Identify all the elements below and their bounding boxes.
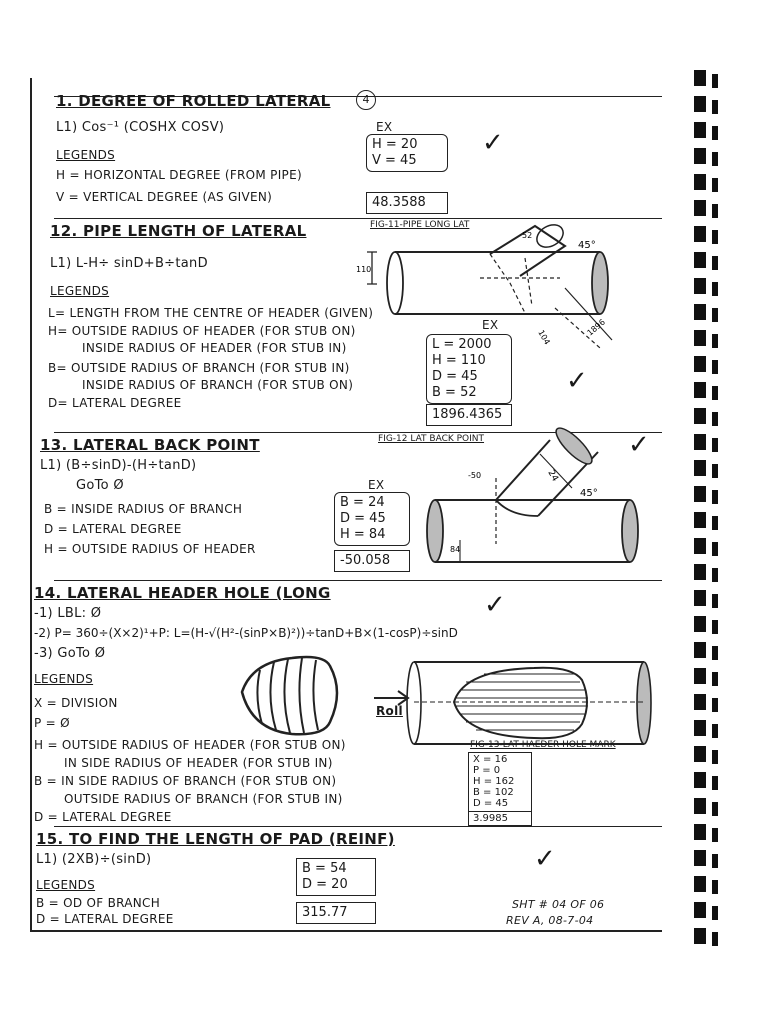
binding-hole — [694, 876, 706, 892]
binding-hole — [712, 646, 718, 660]
figure-dimension: -50 — [468, 471, 482, 480]
example-value: D = 45 — [340, 511, 386, 526]
binding-hole — [694, 590, 706, 606]
result-value: 3.9985 — [469, 811, 531, 824]
section-divider — [54, 826, 662, 827]
binding-hole — [694, 824, 706, 840]
legend-line: H= OUTSIDE RADIUS OF HEADER (FOR STUB ON) — [48, 324, 356, 338]
binding-hole — [712, 490, 718, 504]
section-title: 1. DEGREE OF ROLLED LATERAL — [56, 92, 331, 110]
legend-line: H = OUTSIDE RADIUS OF HEADER — [44, 542, 256, 556]
section-divider — [54, 580, 662, 581]
binding-hole — [712, 672, 718, 686]
binding-hole — [694, 174, 706, 190]
example-box — [334, 492, 410, 546]
arrow-note: Roll — [376, 704, 403, 718]
binding-hole — [694, 642, 706, 658]
result-box — [366, 192, 448, 214]
example-box — [296, 858, 376, 896]
legend-line: INSIDE RADIUS OF BRANCH (FOR STUB ON) — [82, 378, 354, 392]
legend-line: IN SIDE RADIUS OF HEADER (FOR STUB IN) — [64, 756, 333, 770]
legend-heading: LEGENDS — [50, 284, 110, 298]
example-box — [468, 752, 532, 826]
binding-hole — [712, 802, 718, 816]
page-badge-number: 4 — [362, 93, 370, 106]
binding-hole — [694, 278, 706, 294]
header-hole-figure — [404, 654, 654, 754]
binding-hole — [712, 308, 718, 322]
binding-hole — [694, 720, 706, 736]
binding-hole — [694, 538, 706, 554]
legend-line: H = HORIZONTAL DEGREE (FROM PIPE) — [56, 168, 302, 182]
lateral-back-point-figure — [420, 444, 650, 574]
binding-hole — [694, 850, 706, 866]
check-mark-icon: ✓ — [482, 128, 504, 158]
binding-hole — [694, 200, 706, 216]
example-label: EX — [376, 120, 393, 134]
sheet-number: SHT # 04 OF 06 — [512, 898, 605, 911]
binding-hole — [694, 122, 706, 138]
figure-dimension: 24 — [545, 468, 560, 484]
legend-line: B= OUTSIDE RADIUS OF BRANCH (FOR STUB IN) — [48, 361, 350, 375]
binding-hole — [712, 620, 718, 634]
binding-hole — [694, 668, 706, 684]
result-box — [334, 550, 410, 572]
legend-line: L= LENGTH FROM THE CENTRE OF HEADER (GIVEN) — [48, 306, 374, 320]
binding-hole — [712, 178, 718, 192]
formula: L1) Cos⁻¹ (COSHX COSV) — [56, 120, 225, 135]
binding-hole — [712, 74, 718, 88]
legend-line: B = IN SIDE RADIUS OF BRANCH (FOR STUB ON) — [34, 774, 337, 788]
binding-hole — [712, 438, 718, 452]
example-value: H = 162 — [473, 776, 515, 787]
binding-hole — [712, 334, 718, 348]
legend-line: B = INSIDE RADIUS OF BRANCH — [44, 502, 243, 516]
legend-heading: LEGENDS — [34, 672, 94, 686]
result-value: 1896.4365 — [432, 407, 503, 422]
binding-hole — [694, 148, 706, 164]
program-step: -3) GoTo Ø — [34, 646, 106, 661]
binding-hole — [712, 412, 718, 426]
result-value: 315.77 — [302, 905, 348, 920]
binding-hole — [712, 152, 718, 166]
example-value: H = 110 — [432, 353, 486, 368]
figure-angle: 45° — [578, 240, 596, 251]
binding-hole — [712, 724, 718, 738]
binding-hole — [694, 486, 706, 502]
example-label: EX — [482, 318, 499, 332]
section-title: 12. PIPE LENGTH OF LATERAL — [50, 222, 307, 240]
binding-hole — [694, 616, 706, 632]
figure-dimension: 104 — [536, 328, 552, 347]
binding-hole — [694, 694, 706, 710]
example-value: X = 16 — [473, 754, 508, 765]
check-mark-icon: ✓ — [484, 590, 506, 620]
example-value: P = 0 — [473, 765, 501, 776]
figure-dimension: 84 — [450, 545, 461, 554]
result-value: -50.058 — [340, 553, 391, 568]
example-value: V = 45 — [372, 153, 417, 168]
binding-hole — [694, 772, 706, 788]
example-value: B = 52 — [432, 385, 477, 400]
binding-hole — [712, 126, 718, 140]
legend-line: H = OUTSIDE RADIUS OF HEADER (FOR STUB ON) — [34, 738, 346, 752]
binding-hole — [694, 460, 706, 476]
binding-hole — [694, 70, 706, 86]
figure-label: FIG-13-LAT HAEDER HOLE MARK — [470, 740, 616, 750]
formula: L1) (2XB)÷(sinD) — [36, 852, 152, 867]
binding-hole — [712, 854, 718, 868]
example-value: B = 54 — [302, 861, 347, 876]
formula: L1) L-H÷ sinD+B÷tanD — [50, 256, 208, 271]
check-mark-icon: ✓ — [534, 844, 556, 874]
binding-hole — [694, 746, 706, 762]
binding-hole — [712, 282, 718, 296]
binding-hole — [712, 100, 718, 114]
binding-hole — [712, 386, 718, 400]
binding-hole — [712, 880, 718, 894]
result-value: 48.3588 — [372, 195, 426, 210]
binding-hole — [712, 230, 718, 244]
binding-hole — [712, 698, 718, 712]
binding-hole — [712, 516, 718, 530]
revision: REV A, 08-7-04 — [506, 914, 594, 927]
legend-line: D = LATERAL DEGREE — [34, 810, 172, 824]
section-title: 13. LATERAL BACK POINT — [40, 436, 260, 454]
pipe-long-lateral-figure — [350, 228, 620, 358]
page-badge — [356, 90, 376, 110]
hole-development-sketch — [232, 652, 352, 742]
section-title: 15. TO FIND THE LENGTH OF PAD (REINF) — [36, 830, 395, 848]
binding-hole — [694, 252, 706, 268]
legend-heading: LEGENDS — [56, 148, 116, 162]
binding-hole — [712, 464, 718, 478]
binding-hole — [694, 434, 706, 450]
legend-line: INSIDE RADIUS OF HEADER (FOR STUB IN) — [82, 341, 347, 355]
binding-hole — [694, 96, 706, 112]
example-value: H = 84 — [340, 527, 386, 542]
legend-line: D = LATERAL DEGREE — [36, 912, 174, 926]
legend-line: D= LATERAL DEGREE — [48, 396, 182, 410]
example-value: B = 102 — [473, 787, 514, 798]
figure-dimension: 52 — [522, 231, 533, 240]
result-box — [426, 404, 512, 426]
figure-label: FIG-12 LAT BACK POINT — [378, 434, 485, 444]
formula: L1) (B÷sinD)-(H÷tanD) — [40, 458, 197, 473]
legend-line: X = DIVISION — [34, 696, 118, 710]
program-step: -2) P= 360÷(X×2)¹+P: L=(H-√(H²-(sinP×B)²))÷tanD+B×(1-cosP)÷sinD — [34, 626, 458, 640]
binding-hole — [694, 512, 706, 528]
check-mark-icon: ✓ — [628, 430, 650, 460]
binding-hole — [694, 356, 706, 372]
binding-hole — [694, 798, 706, 814]
figure-label: FIG-11-PIPE LONG LAT — [370, 220, 470, 230]
binding-hole — [694, 564, 706, 580]
binding-hole — [712, 568, 718, 582]
example-label: EX — [368, 478, 385, 492]
binding-hole — [712, 360, 718, 374]
binding-hole — [712, 776, 718, 790]
goto-step: GoTo Ø — [76, 478, 124, 493]
binding-hole — [712, 256, 718, 270]
legend-line: V = VERTICAL DEGREE (AS GIVEN) — [56, 190, 273, 204]
legend-line: D = LATERAL DEGREE — [44, 522, 182, 536]
binding-hole — [712, 932, 718, 946]
result-box — [296, 902, 376, 924]
example-value: D = 45 — [432, 369, 478, 384]
program-step: -1) LBL: Ø — [34, 606, 102, 621]
figure-dimension: 1896 — [585, 317, 607, 338]
example-value: L = 2000 — [432, 337, 492, 352]
example-box — [366, 134, 448, 172]
binding-hole — [694, 928, 706, 944]
binding-hole — [694, 382, 706, 398]
example-value: H = 20 — [372, 137, 418, 152]
figure-dimension: 110 — [356, 265, 372, 274]
example-value: D = 45 — [473, 798, 509, 809]
binding-hole — [712, 204, 718, 218]
binding-hole — [712, 828, 718, 842]
example-value: B = 24 — [340, 495, 385, 510]
binding-hole — [694, 304, 706, 320]
section-divider — [54, 218, 662, 219]
section-title: 14. LATERAL HEADER HOLE (LONG — [34, 584, 331, 602]
binding-hole — [712, 750, 718, 764]
binding-hole — [694, 902, 706, 918]
legend-line: B = OD OF BRANCH — [36, 896, 161, 910]
binding-hole — [712, 906, 718, 920]
binding-hole — [694, 330, 706, 346]
binding-hole — [712, 594, 718, 608]
binding-hole — [694, 408, 706, 424]
figure-angle: 45° — [580, 488, 598, 499]
example-value: D = 20 — [302, 877, 348, 892]
check-mark-icon: ✓ — [566, 366, 588, 396]
binding-strip — [692, 70, 722, 970]
legend-line: OUTSIDE RADIUS OF BRANCH (FOR STUB IN) — [64, 792, 343, 806]
legend-line: P = Ø — [34, 716, 70, 730]
binding-hole — [712, 542, 718, 556]
binding-hole — [694, 226, 706, 242]
legend-heading: LEGENDS — [36, 878, 96, 892]
